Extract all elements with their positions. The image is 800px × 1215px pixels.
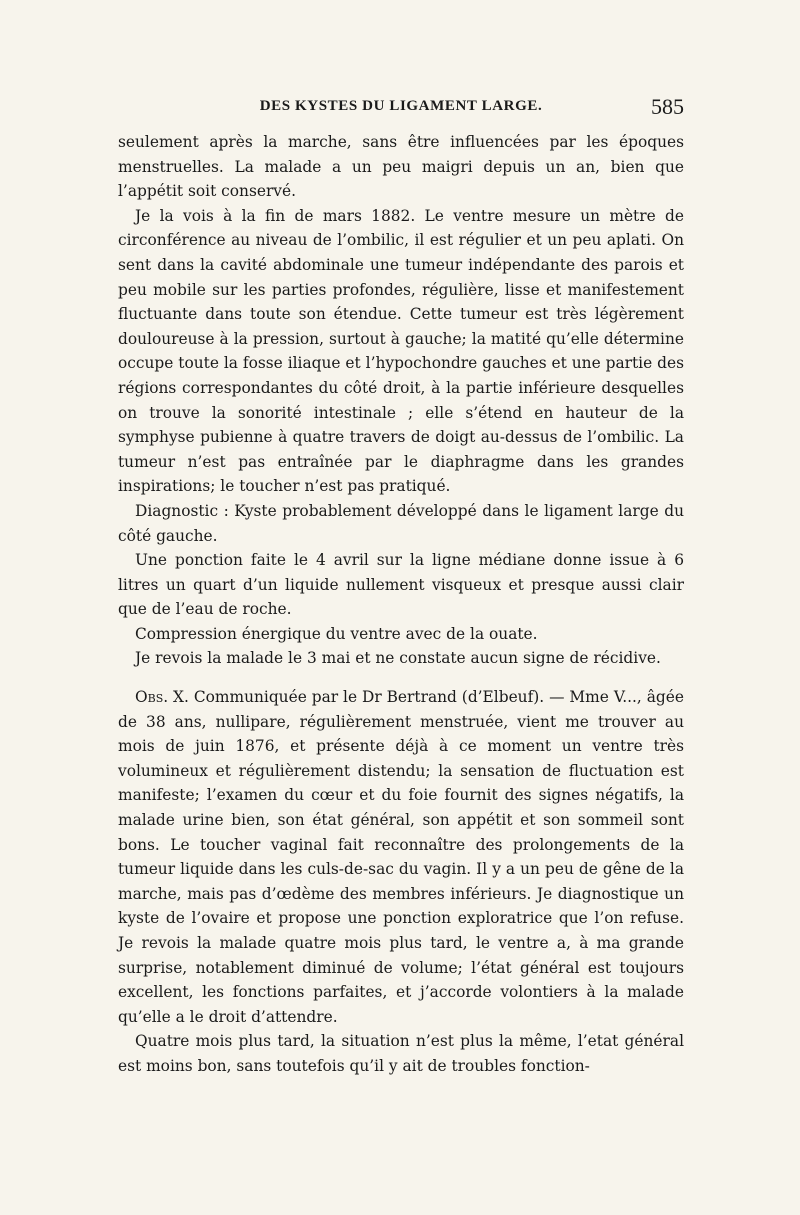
body-text [118, 130, 684, 1079]
running-title: DES KYSTES DU LIGAMENT LARGE. [259, 98, 543, 114]
paragraph-compression: Compression énergique du ventre avec de la ouate. [135, 624, 538, 643]
section-gap [118, 671, 684, 685]
paragraph-observation [118, 685, 684, 1029]
paragraph-examination: Je la vois à la fin de mars 1882. Le ventre mesure un mètre de circonférence au niveau de l’ombilic, il est régulier et un peu aplati. On sent dans la cavité abdominale une tumeur indépendante des parois et peu mobile sur les parties profondes, régulière, lisse et manifestement fluctuante dans toute son étendue. Cette tumeur est très légèrement douloureuse à la pression, surtout à gauche; la matité qu’elle détermine occupe toute la fosse iliaque et l’hypochondre gauches et une partie des régions correspondantes du côté droit, à la partie inférieure desquelles on trouve la sonorité intestinale ; elle s’étend en hauteur de la symphyse pubienne à quatre travers de doigt au-dessus de l’ombilic. La tumeur n’est pas entraînée par le diaphragme dans les grandes inspirations; le toucher n’est pas pratiqué. [118, 206, 684, 496]
observation-text: Communiquée par le Dr Bertrand (d’Elbeuf). — Mme V..., âgée de 38 ans, nullipare, régulièrement menstruée, vient me trouver au mois de juin 1876, et présente déjà à ce moment un ventre très volumineux et régulièrement distendu; la sensation de fluctuation est manifeste; l’examen du cœur et du foie fournit des signes négatifs, la malade urine bien, son état général, son appétit et son sommeil sont bons. Le toucher vaginal fait reconnaître des prolongements de la tumeur liquide dans les culs-de-sac du vagin. Il y a un peu de gêne de la marche, mais pas d’œdème des membres inférieurs. Je diagnostique un kyste de l’ovaire et propose une ponction exploratrice que l’on refuse. Je revois la malade quatre mois plus tard, le ventre a, à ma grande surprise, notablement diminué de volume; l’état général est toujours excellent, les fonctions parfaites, et j’accorde volontiers à la malade qu’elle a le droit d’attendre. [118, 688, 684, 1026]
running-head [118, 94, 684, 124]
observation-label: Obs. X. [135, 688, 189, 707]
paragraph-four-months: Quatre mois plus tard, la situation n’est plus la même, l’etat général est moins bon, sans toutefois qu’il y ait de troubles fonction- [118, 1032, 684, 1075]
paragraph-revisit: Je revois la malade le 3 mai et ne constate aucun signe de récidive. [135, 649, 661, 668]
paragraph-continuation: seulement après la marche, sans être influencées par les époques menstruelles. La malade a un peu maigri depuis un an, bien que l’appétit soit conservé. [118, 133, 684, 201]
paragraph-ponction: Une ponction faite le 4 avril sur la ligne médiane donne issue à 6 litres un quart d’un liquide nullement visqueux et presque aussi clair que de l’eau de roche. [118, 551, 684, 619]
page-number: 585 [651, 94, 684, 119]
paragraph-diagnostic: Diagnostic : Kyste probablement développé dans le ligament large du côté gauche. [118, 501, 684, 545]
